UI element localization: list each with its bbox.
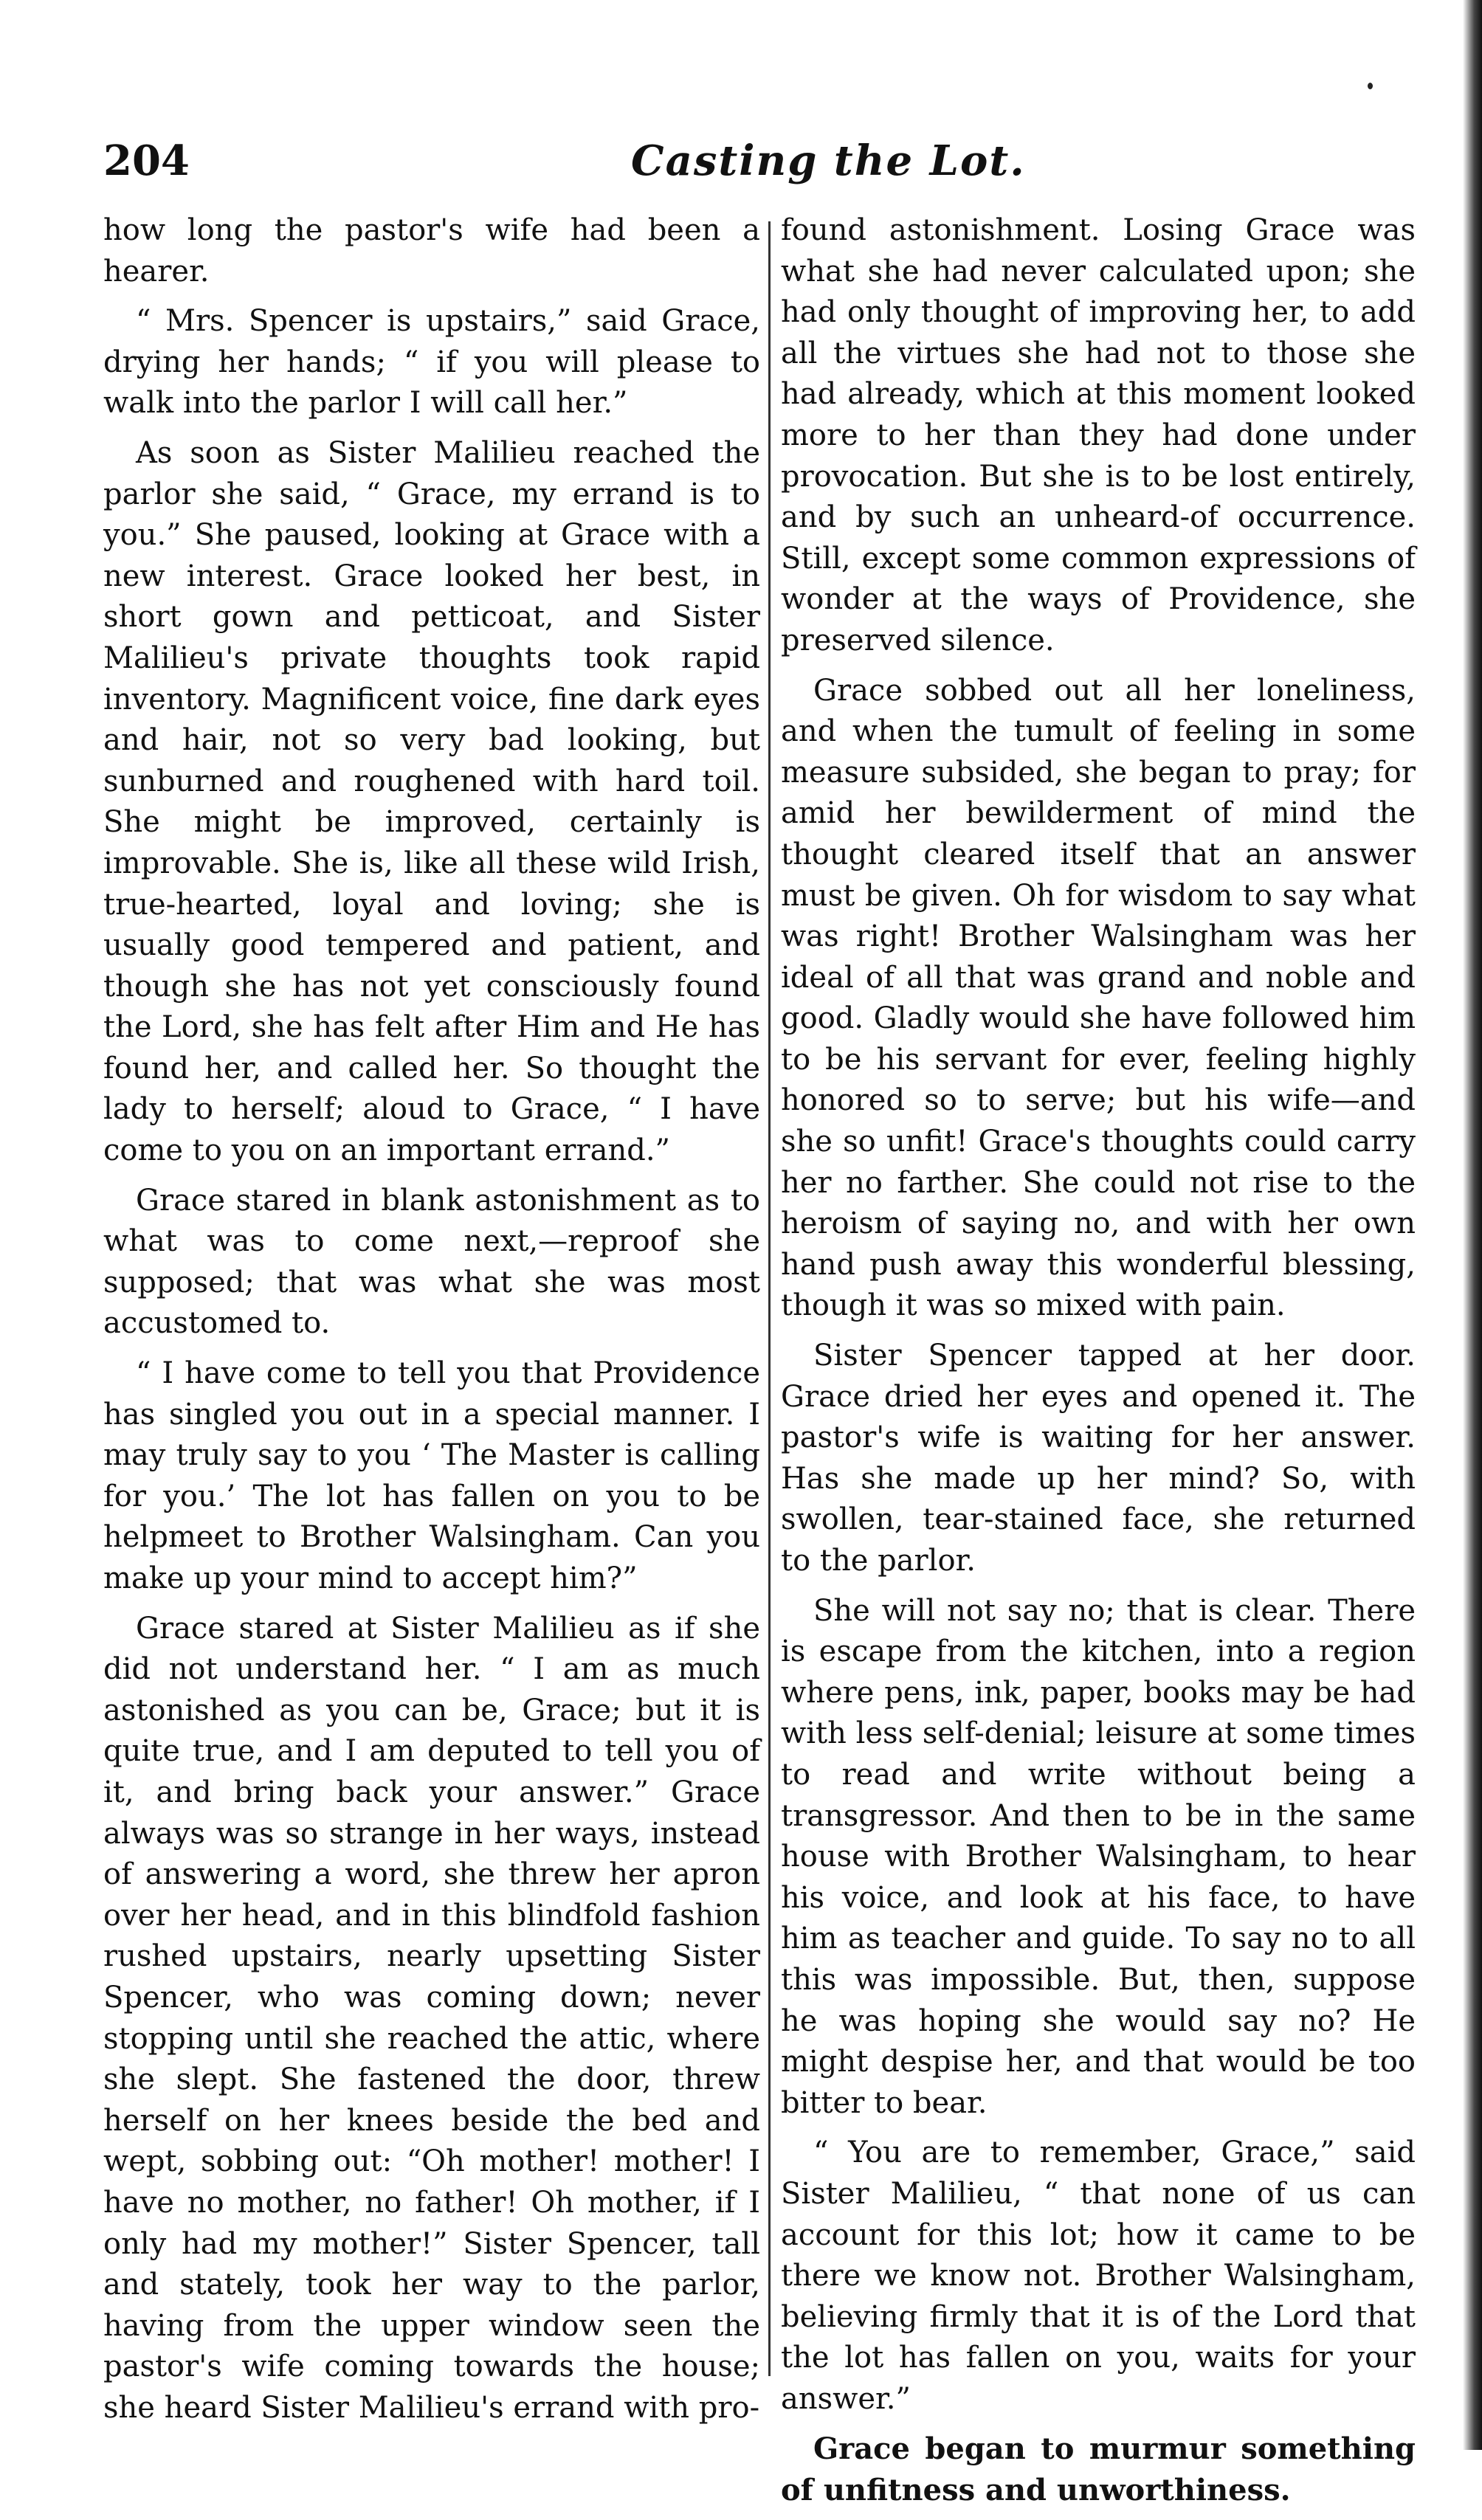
paragraph: “ You are to remember, Grace,” said Sister Malilieu, “ that none of us can account for this lot; how it came to be there we know not. Brother Walsingham, believing firmly that it is of the Lord that the lot has fallen on you, waits for your answer.” (781, 2136, 1416, 2416)
page-edge-shadow (1463, 0, 1482, 2450)
paragraph: Grace sobbed out all her loneliness, and when the tumult of feeling in some measure subsided, she began to pray; for amid her bewilderment of mind the thought cleared itself that an answer must be given. Oh for wisdom to say what was right! Brother Walsingham was her ideal of all that was grand and noble and good. Gladly would she have followed him to be his servant for ever, feeling highly honored so to serve; but his wife—and she so unfit! Grace's thoughts could carry her no farther. She could not rise to the heroism of saying no, and with her own hand push away this wonderful blessing, though it was so mixed with pain. (781, 673, 1416, 1323)
paragraph: Grace stared at Sister Malilieu as if she did not understand her. “ I am as much astonished as you can be, Grace; but it is quite true, and I am deputed to tell you of it, and bring back your answer.” Grace always was so strange in her ways, instead of answering a word, she threw her apron over her head, and in this blindfold fashion rushed upstairs, nearly upsetting Sister Spencer, who was coming down; never stopping until she reached the attic, where she slept. She fastened the door, threw herself on her knees beside the bed and wept, sobbing out: “Oh mother! mother! I have no mother, no father! Oh mother, if I only had my mother!” Sister Spencer, tall and stately, took her way to the parlor, having from the upper window seen the pastor's wife coming towards the house; she heard Sister Malilieu's errand with pro- (103, 1611, 760, 2425)
page-number: 204 (103, 137, 190, 185)
ink-speck (1368, 83, 1373, 89)
paragraph: Sister Spencer tapped at her door. Grace dried her eyes and opened it. The pastor's wife is waiting for her answer. Has she made up her mind? So, with swollen, tear-stained face, she returned to the parlor. (781, 1339, 1416, 1578)
paragraph: found astonishment. Losing Grace was what she had never calculated upon; she had only thought of improving her, to add all the virtues she had not to those she had already, which at this moment looked more to her than they had done under provocation. But she is to be lost entirely, and by such an unheard-of occurrence. Still, except some common expressions of wonder at the ways of Providence, she preserved silence. (781, 213, 1416, 657)
paragraph: As soon as Sister Malilieu reached the parlor she said, “ Grace, my errand is to you.” She paused, looking at Grace with a new interest. Grace looked her best, in short gown and petticoat, and Sister Malilieu's private thoughts took rapid inventory. Magnificent voice, fine dark eyes and hair, not so very bad looking, but sunburned and roughened with hard toil. She might be improved, certainly is improvable. She is, like all these wild Irish, true-hearted, loyal and loving; she is usually good tempered and patient, and though she has not yet consciously found the Lord, she has felt after Him and He has found her, and called her. So thought the lady to herself; aloud to Grace, “ I have come to you on an important errand.” (103, 435, 760, 1168)
paragraph: how long the pastor's wife had been a hearer. (103, 213, 760, 289)
paragraph: Grace stared in blank astonishment as to what was to come next,—reproof she supposed; that was what she was most accustomed to. (103, 1183, 760, 1341)
paragraph: She will not say no; that is clear. There is escape from the kitchen, into a region where pens, ink, paper, books may be had with less self-denial; leisure at some times to read and write without being a transgressor. And then to be in the same house with Brother Walsingham, to hear his voice, and look at his face, to have him as teacher and guide. To say no to all this was impossible. But, then, suppose he was hoping she would say no? He might despise her, and that would be too bitter to bear. (781, 1593, 1416, 2120)
right-column (781, 210, 1416, 2520)
column-divider (768, 221, 771, 2376)
running-title: Casting the Lot. (631, 137, 1026, 185)
paragraph: Grace began to murmur something of unfitness and unworthiness. (781, 2431, 1416, 2508)
left-column (103, 210, 760, 2437)
paragraph: “ Mrs. Spencer is upstairs,” said Grace, drying her hands; “ if you will please to walk into the parlor I will call her.” (103, 304, 760, 421)
paragraph: “ I have come to tell you that Providence has singled you out in a special manner. I may truly say to you ‘ The Master is calling for you.’ The lot has fallen on you to be helpmeet to Brother Walsingham. Can you make up your mind to accept him?” (103, 1356, 760, 1595)
page-header (103, 129, 1432, 196)
